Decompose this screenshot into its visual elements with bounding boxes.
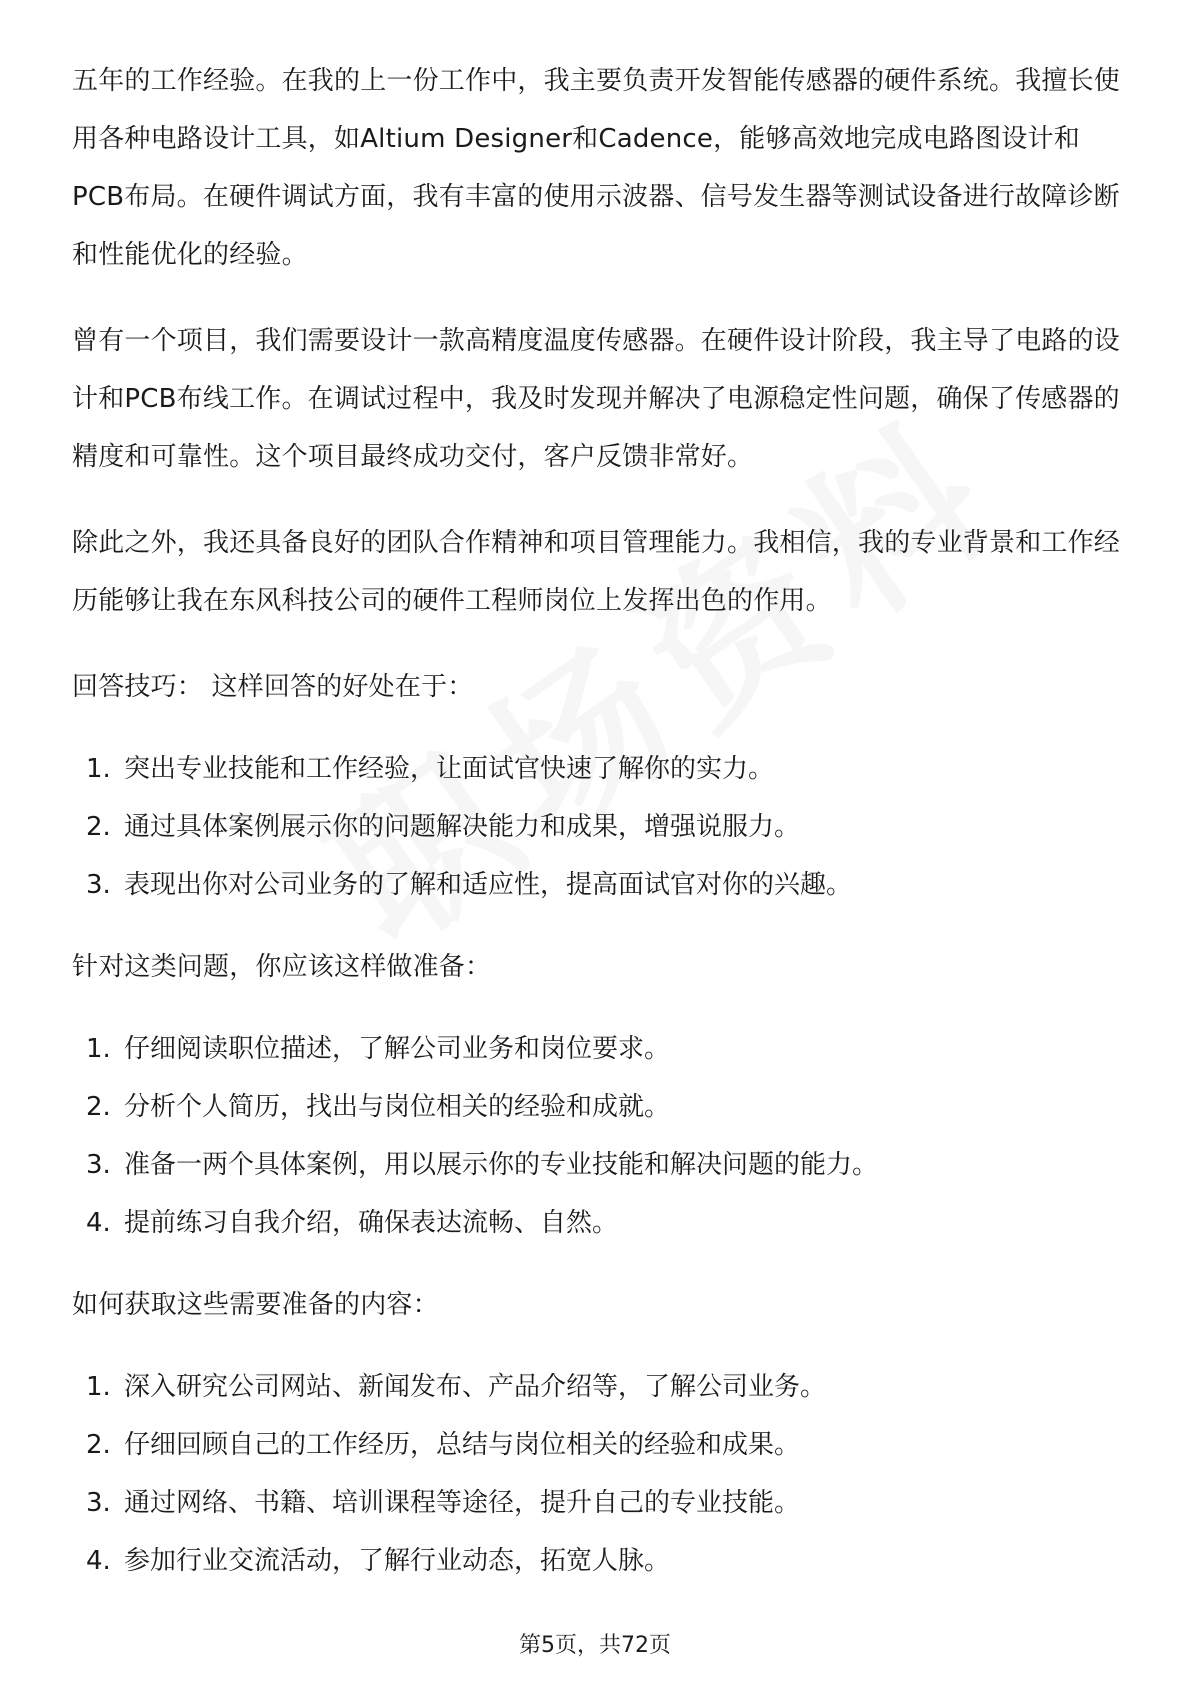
list-text: 参加行业交流活动，了解行业动态，拓宽人脉。 xyxy=(124,1546,671,1576)
page-number: 第5页，共72页 xyxy=(519,1633,671,1658)
list-number: 4. xyxy=(86,1546,111,1576)
sources-list xyxy=(72,1358,1122,1590)
answer-tips-list xyxy=(72,740,1122,914)
paragraph-project: 曾有一个项目，我们需要设计一款高精度温度传感器。在硬件设计阶段，我主导了电路的设计和PCB布线工作。在调试过程中，我及时发现并解决了电源稳定性问题，确保了传感器的精度和可靠性。这个项目最终成功交付，客户反馈非常好。 xyxy=(72,326,1121,472)
list-item xyxy=(72,1020,1122,1078)
list-text: 表现出你对公司业务的了解和适应性，提高面试官对你的兴趣。 xyxy=(124,870,853,900)
list-item xyxy=(72,1136,1122,1194)
list-number: 2. xyxy=(86,1430,111,1460)
list-text: 准备一两个具体案例，用以展示你的专业技能和解决问题的能力。 xyxy=(124,1150,879,1180)
paragraph-experience: 五年的工作经验。在我的上一份工作中，我主要负责开发智能传感器的硬件系统。我擅长使用各种电路设计工具，如Altium Designer和Cadence，能够高效地完成电路图设计和PCB布局。在硬件调试方面，我有丰富的使用示波器、信号发生器等测试设备进行故障诊断和性能优化的经验。 xyxy=(72,66,1121,270)
list-text: 提前练习自我介绍，确保表达流畅、自然。 xyxy=(124,1208,619,1238)
list-number: 3. xyxy=(86,1488,111,1518)
list-number: 1. xyxy=(86,1372,111,1402)
list-number: 1. xyxy=(86,754,111,784)
list-text: 仔细阅读职位描述，了解公司业务和岗位要求。 xyxy=(124,1034,671,1064)
list-text: 通过具体案例展示你的问题解决能力和成果，增强说服力。 xyxy=(124,812,801,842)
list-number: 4. xyxy=(86,1208,111,1238)
document-body xyxy=(72,52,1122,1590)
preparation-list xyxy=(72,1020,1122,1252)
list-item xyxy=(72,1416,1122,1474)
list-item xyxy=(72,1078,1122,1136)
list-number: 2. xyxy=(86,1092,111,1122)
list-text: 突出专业技能和工作经验，让面试官快速了解你的实力。 xyxy=(124,754,775,784)
list-item xyxy=(72,1532,1122,1590)
paragraph-teamwork: 除此之外，我还具备良好的团队合作精神和项目管理能力。我相信，我的专业背景和工作经历能够让我在东风科技公司的硬件工程师岗位上发挥出色的作用。 xyxy=(72,528,1121,616)
list-number: 2. xyxy=(86,812,111,842)
list-text: 仔细回顾自己的工作经历，总结与岗位相关的经验和成果。 xyxy=(124,1430,801,1460)
section-heading-sources: 如何获取这些需要准备的内容： xyxy=(72,1290,439,1320)
section-heading-preparation: 针对这类问题，你应该这样做准备： xyxy=(72,952,492,982)
list-text: 深入研究公司网站、新闻发布、产品介绍等，了解公司业务。 xyxy=(124,1372,827,1402)
list-number: 3. xyxy=(86,870,111,900)
list-text: 通过网络、书籍、培训课程等途径，提升自己的专业技能。 xyxy=(124,1488,801,1518)
section-heading-answer-tips: 回答技巧： 这样回答的好处在于： xyxy=(72,672,474,702)
list-item xyxy=(72,1358,1122,1416)
list-item xyxy=(72,1194,1122,1252)
list-item xyxy=(72,1474,1122,1532)
list-item xyxy=(72,740,1122,798)
list-text: 分析个人简历，找出与岗位相关的经验和成就。 xyxy=(124,1092,671,1122)
list-item xyxy=(72,856,1122,914)
list-number: 3. xyxy=(86,1150,111,1180)
list-number: 1. xyxy=(86,1034,111,1064)
list-item xyxy=(72,798,1122,856)
